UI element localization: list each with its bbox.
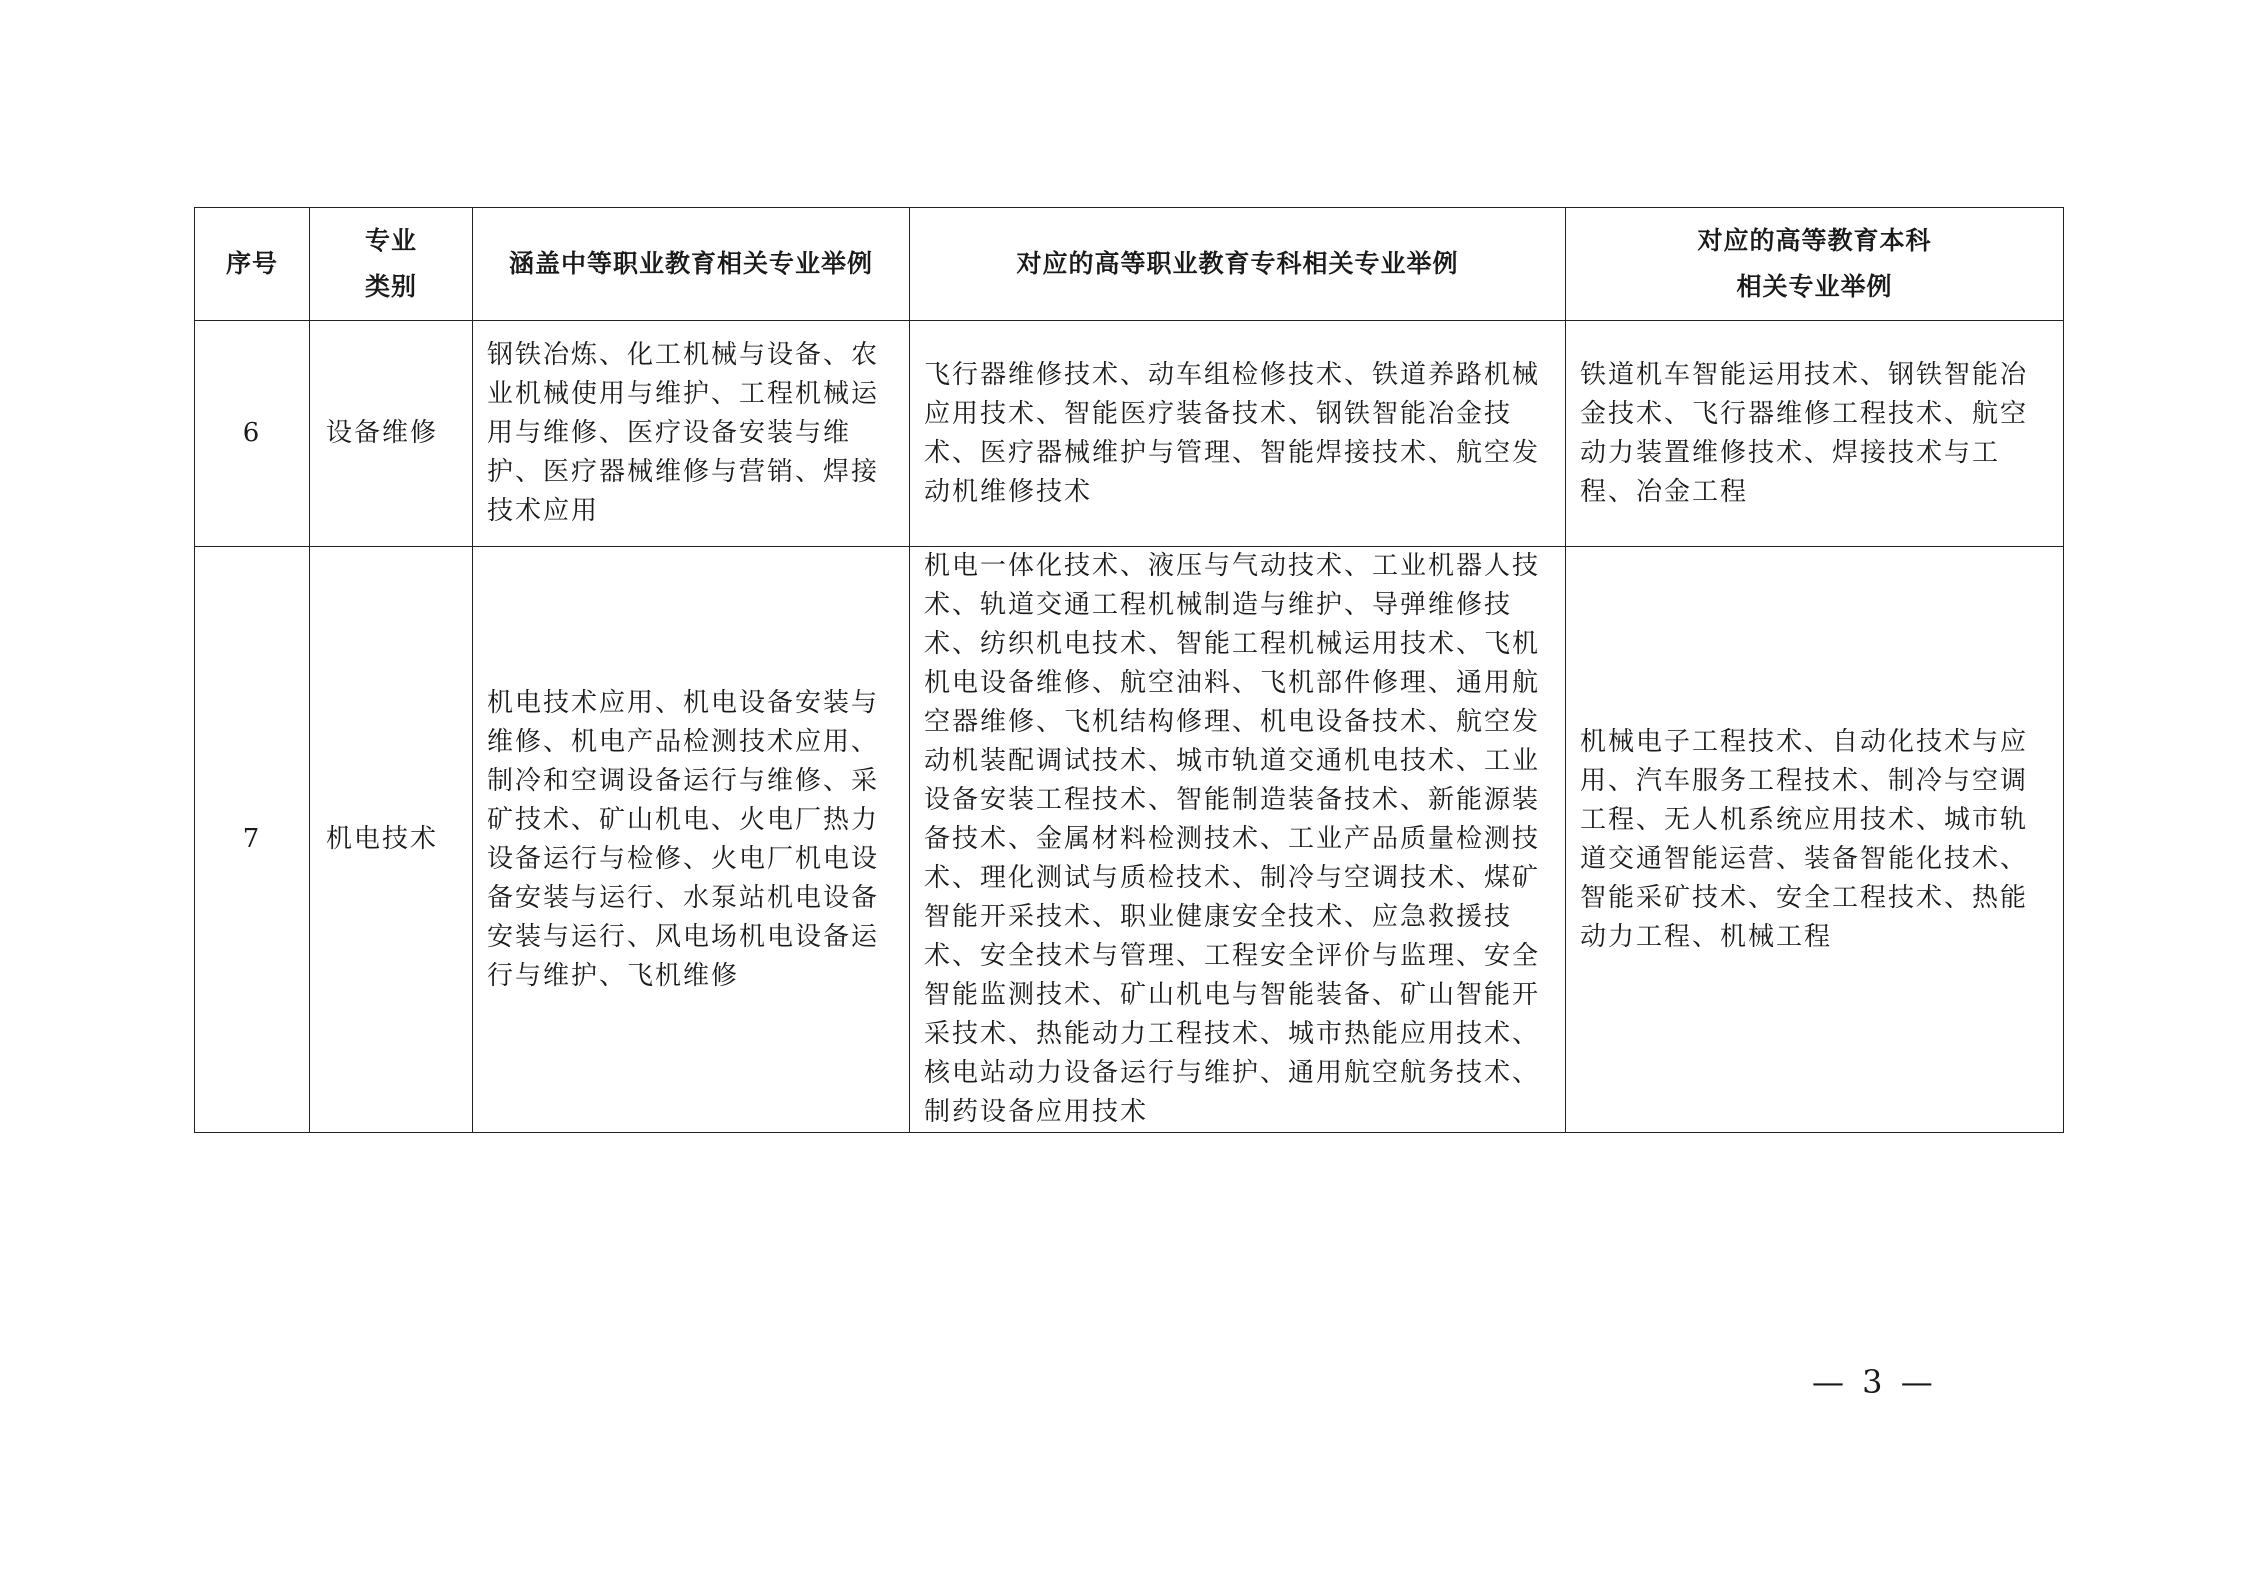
header-vocational: 对应的高等职业教育专科相关专业举例 [910,208,1566,321]
header-bachelor-line-1: 对应的高等教育本科 [1697,226,1932,255]
cell-category: 设备维修 [310,321,473,547]
header-category [310,208,473,321]
table-header-row [195,208,2064,321]
cell-bachelor: 机械电子工程技术、自动化技术与应用、汽车服务工程技术、制冷与空调工程、无人机系统应用技术、城市轨道交通智能运营、装备智能化技术、智能采矿技术、安全工程技术、热能动力工程、机械工程 [1566,547,2064,1133]
cell-bachelor: 铁道机车智能运用技术、钢铁智能冶金技术、飞行器维修工程技术、航空动力装置维修技术、焊接技术与工程、冶金工程 [1566,321,2064,547]
cell-secondary: 钢铁冶炼、化工机械与设备、农业机械使用与维护、工程机械运用与维修、医疗设备安装与维护、医疗器械维修与营销、焊接技术应用 [473,321,910,547]
header-seq: 序号 [195,208,310,321]
header-bachelor [1566,208,2064,321]
majors-table [194,207,2064,1133]
cell-secondary: 机电技术应用、机电设备安装与维修、机电产品检测技术应用、制冷和空调设备运行与维修、采矿技术、矿山机电、火电厂热力设备运行与检修、火电厂机电设备安装与运行、水泵站机电设备安装与运行、风电场机电设备运行与维护、飞机维修 [473,547,910,1133]
cell-category: 机电技术 [310,547,473,1133]
header-secondary: 涵盖中等职业教育相关专业举例 [473,208,910,321]
table-row [195,321,2064,547]
header-category-line-1: 专业 [364,226,417,255]
cell-vocational: 飞行器维修技术、动车组检修技术、铁道养路机械应用技术、智能医疗装备技术、钢铁智能冶金技术、医疗器械维护与管理、智能焊接技术、航空发动机维修技术 [910,321,1566,547]
header-bachelor-line-2: 相关专业举例 [1736,272,1893,301]
cell-seq: 6 [195,321,310,547]
cell-seq: 7 [195,547,310,1133]
table-row [195,547,2064,1133]
header-category-line-2: 类别 [364,272,417,301]
cell-vocational: 机电一体化技术、液压与气动技术、工业机器人技术、轨道交通工程机械制造与维护、导弹维修技术、纺织机电技术、智能工程机械运用技术、飞机机电设备维修、航空油料、飞机部件修理、通用航空器维修、飞机结构修理、机电设备技术、航空发动机装配调试技术、城市轨道交通机电技术、工业设备安装工程技术、智能制造装备技术、新能源装备技术、金属材料检测技术、工业产品质量检测技术、理化测试与质检技术、制冷与空调技术、煤矿智能开采技术、职业健康安全技术、应急救援技术、安全技术与管理、工程安全评价与监理、安全智能监测技术、矿山机电与智能装备、矿山智能开采技术、热能动力工程技术、城市热能应用技术、核电站动力设备运行与维护、通用航空航务技术、制药设备应用技术 [910,547,1566,1133]
page-number: — 3 — [1812,1363,1937,1401]
